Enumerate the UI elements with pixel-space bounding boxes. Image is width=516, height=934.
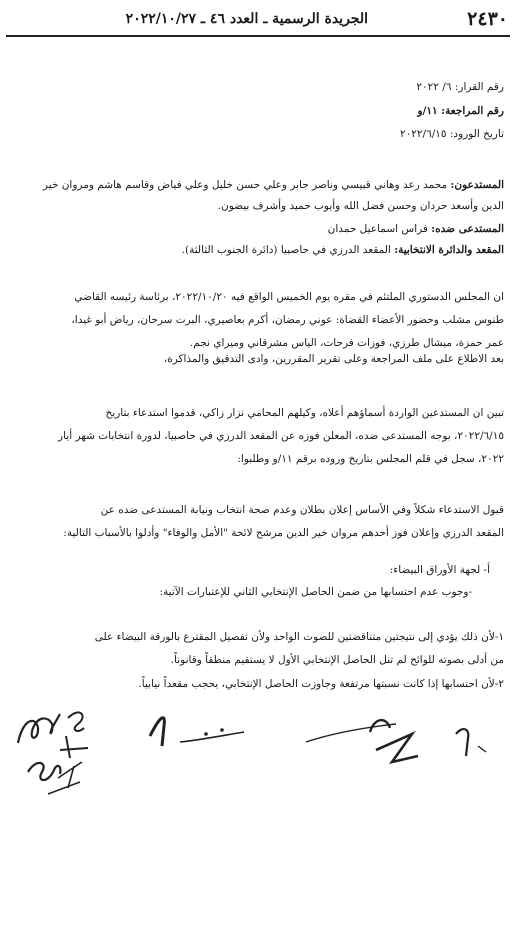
- signature-4: [448, 722, 508, 762]
- signature-1: [8, 698, 98, 798]
- paragraph-line: قبول الاستدعاء شكلاً وفي الأساس إعلان بطلان وعدم صحة انتخاب ونيابة المستدعى ضده عن: [100, 504, 504, 516]
- appellants-label: المستدعون:: [450, 179, 504, 191]
- list-item-line: ٢-لأن احتسابها إذا كانت نسبتها مرتفعة وجاوزت الحاصل الإنتخابي، يحجب مقعداً نيابياً.: [138, 678, 504, 690]
- seat-value: المقعد الدرزي في حاصبيا (دائرة الجنوب الثالثة).: [181, 244, 391, 256]
- seat-line: [182, 243, 504, 257]
- paragraph-line: المقعد الدرزي وإعلان فوز أحدهم مروان خير الدين مرشح لائحة "الأمل والوفاء" وأدلوا بالأسباب التالية:: [63, 527, 504, 539]
- signature-2: [140, 706, 250, 756]
- arrival-date: تاريخ الورود: ٢٠٢٢/٦/١٥: [399, 128, 504, 140]
- respondent-label: المستدعى ضده:: [431, 223, 504, 235]
- paragraph-line: بعد الاطلاع على ملف المراجعة وعلى تقرير المقررين، وادى التدقيق والمذاكرة،: [163, 353, 504, 365]
- respondent-name: فراس اسماعيل حمدان: [327, 223, 428, 235]
- list-item-line: ١-لأن ذلك يؤدي إلى نتيجتين متناقضتين للصوت الواحد ولأن تفصيل المقترع بالورقة البيضاء على: [94, 631, 504, 643]
- paragraph-line: طنوس مشلب وحضور الأعضاء القضاة: عوني رمضان، أكرم بعاصيري، البرت سرحان، رياض أبو غيدا،: [71, 314, 504, 326]
- seat-label: المقعد والدائرة الانتخابية:: [394, 244, 504, 256]
- respondent-line: [328, 222, 504, 236]
- paragraph-line: ان المجلس الدستوري الملتئم في مقره يوم الخميس الواقع فيه ٢٠٢٢/١٠/٢٠، برئاسة رئيسه القاضي: [74, 291, 504, 303]
- signature-3: [300, 708, 430, 768]
- list-item-line: من أدلى بصوته للوائح لم تنل الحاصل الإنتخابي الأول لا يستقيم منطقاً وقانوناً.: [170, 654, 504, 666]
- paragraph-line: ٢٠٢٢، سجل في قلم المجلس بتاريخ وروده برقم ١١/و وطلبوا:: [237, 453, 504, 465]
- appellants-names: محمد رعد وهاني قبيسي وناصر جابر وعلي حسن خليل وعلي فياض وقاسم هاشم ومروان خير: [42, 179, 448, 191]
- reference-number: رقم المراجعة: ١١/و: [417, 105, 504, 117]
- gazette-header: [6, 8, 510, 34]
- paragraph-line: عمر حمزة، ميشال طرزي، فوزات فرحات، الياس مشرقاني وميراي نجم.: [189, 337, 504, 349]
- section-subheading: -وجوب عدم احتسابها من ضمن الحاصل الإنتخابي الثاني للإعتبارات الآتية:: [159, 586, 472, 598]
- page-number: ٢٤٣٠: [467, 8, 508, 30]
- decision-number: رقم القرار: ٦/ ٢٠٢٢: [416, 81, 504, 93]
- gazette-title: الجريدة الرسمية ـ العدد ٤٦ ـ ٢٠٢٢/١٠/٢٧: [125, 11, 368, 27]
- appellants-line-1: [43, 178, 504, 192]
- section-heading: أ- لجهة الأوراق البيضاء:: [389, 564, 490, 576]
- paragraph-line: ٢٠٢٢/٦/١٥، بوجه المستدعى ضده، المعلن فوزه عن المقعد الدرزي في حاصبيا، لدورة انتخابات شهر أيار: [58, 430, 504, 442]
- appellants-line-2: الدين وأسعد حردان وحسن فضل الله وأيوب حميد وأشرف بيضون.: [217, 200, 504, 212]
- header-rule: [6, 35, 510, 37]
- paragraph-line: تبين ان المستدعين الواردة أسماؤهم أعلاه، وكيلهم المحامي نزار زاكي، قدموا استدعاء بتاريخ: [105, 407, 504, 419]
